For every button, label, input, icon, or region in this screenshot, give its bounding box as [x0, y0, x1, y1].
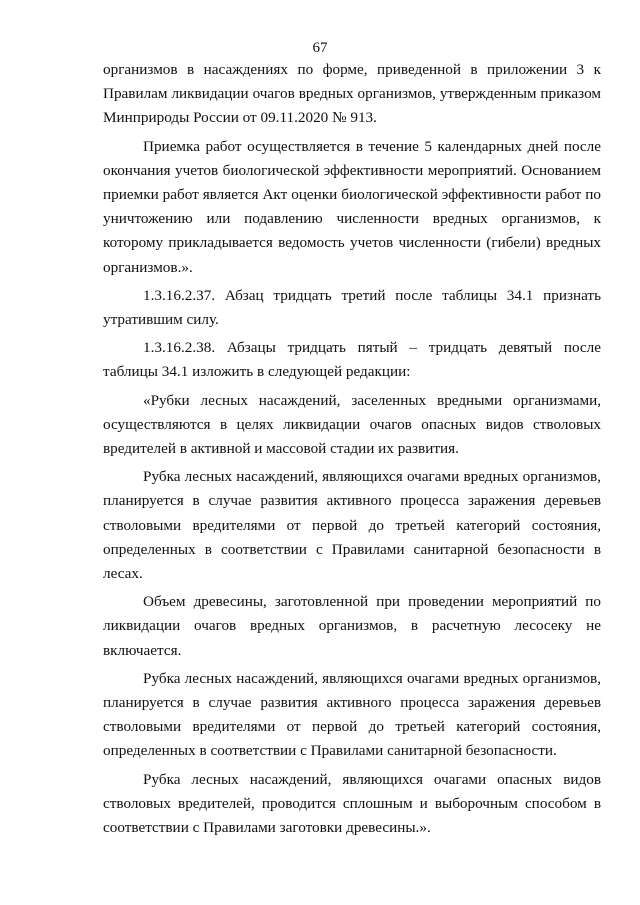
- paragraph-felling-method: Рубка лесных насаждений, являющихся очагами опасных видов стволовых вредителей, проводится сплошным и выборочным способом в соответствии с Правилами заготовки древесины.».: [103, 770, 601, 837]
- paragraph-felling-planning-2: Рубка лесных насаждений, являющихся очагами вредных организмов, планируется в случае развития активного процесса заражения деревьев стволовыми вредителями от первой до третьей категорий состояния, определенных в соответствии с Правилами санитарной безопасности.: [103, 669, 601, 760]
- paragraph-acceptance: Приемка работ осуществляется в течение 5 календарных дней после окончания учетов биологической эффективности мероприятий. Основанием приемки работ является Акт оценки биологической эффективности работ по уничтожению или подавлению численности вредных организмов, к которому прикладывается ведомость учетов численности (гибели) вредных организмов.».: [103, 137, 601, 276]
- paragraph-item-1-3-16-2-37: 1.3.16.2.37. Абзац тридцать третий после таблицы 34.1 признать утратившим силу.: [103, 286, 601, 329]
- paragraph-felling-planning-1: Рубка лесных насаждений, являющихся очагами вредных организмов, планируется в случае развития активного процесса заражения деревьев стволовыми вредителями от первой до третьей категорий состояния, определенных в соответствии с Правилами санитарной безопасности в лесах.: [103, 468, 601, 583]
- paragraph-wood-volume: Объем древесины, заготовленной при проведении мероприятий по ликвидации очагов вредных организмов, в расчетную лесосеку не включается.: [103, 593, 601, 659]
- paragraph-continuation: организмов в насаждениях по форме, приведенной в приложении 3 к Правилам ликвидации очагов вредных организмов, утвержденным приказом Минприроды России от 09.11.2020 № 913.: [103, 61, 601, 127]
- paragraph-item-1-3-16-2-38: 1.3.16.2.38. Абзацы тридцать пятый – тридцать девятый после таблицы 34.1 изложить в следующей редакции:: [103, 339, 601, 381]
- page-number: 67: [312, 40, 328, 56]
- document-body: [103, 58, 601, 840]
- paragraph-quote-start: «Рубки лесных насаждений, заселенных вредными организмами, осуществляются в целях ликвидации очагов опасных видов стволовых вредителей в активной и массовой стадии их развития.: [103, 391, 601, 458]
